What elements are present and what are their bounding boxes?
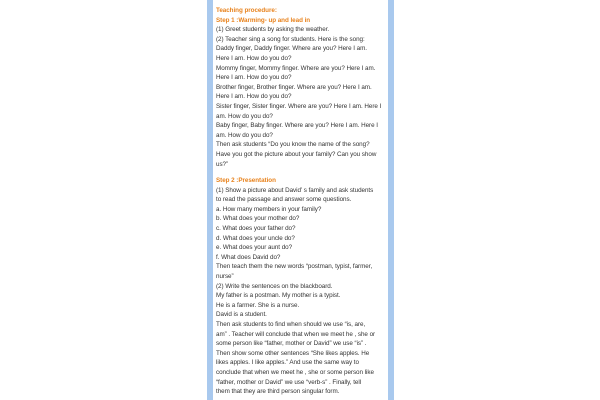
- step2-line: d. What does your uncle do?: [216, 234, 295, 242]
- step2-line: David is a student.: [216, 311, 267, 319]
- step2-line: c. What does your father do?: [216, 225, 296, 233]
- step2-line: Then show some other sentences “She likes apples. He: [216, 349, 370, 357]
- step1-heading: Step 1 :Warming- up and lead in: [216, 16, 311, 24]
- step2-line: e. What does your aunt do?: [216, 244, 293, 252]
- step2-line: Then teach them the new words “postman, typist, farmer,: [216, 263, 373, 271]
- step2-line: a. How many members in your family?: [216, 205, 322, 213]
- step1-line: am. How do you do?: [216, 112, 273, 120]
- step2-line: to read the passage and answer some questions.: [216, 196, 352, 204]
- step1-line: Daddy finger, Daddy finger. Where are you? Here I am.: [216, 45, 368, 53]
- step1-line: Here I am. How do you do?: [216, 93, 292, 101]
- step2-line: (1) Show a picture about David’ s family and ask students: [216, 186, 374, 194]
- step1-line: Mommy finger, Mommy finger. Where are you? Here I am.: [216, 64, 376, 72]
- right-side-bar: [388, 0, 394, 400]
- step2-line: likes apples. I like apples.” And use the same way to: [216, 359, 359, 367]
- step2-line: conclude that when we meet he , she or some person like: [216, 368, 374, 376]
- procedure-title: Teaching procedure:: [216, 7, 277, 14]
- step1-line: am. How do you do?: [216, 131, 273, 139]
- step2-line: He is a farmer. She is a nurse.: [216, 301, 300, 309]
- step1-line: us?”: [216, 160, 229, 168]
- step1-line: Have you got the picture about your family? Can you show: [216, 150, 377, 158]
- step1-line: Baby finger, Baby finger. Where are you? Here I am. Here I: [216, 122, 378, 130]
- step1-line: (2) Teacher sing a song for students. Here is the song:: [216, 35, 365, 43]
- step2-line: My father is a postman. My mother is a typist.: [216, 292, 341, 300]
- step2-heading: Step 2 :Presentation: [216, 177, 276, 185]
- step2-line: nurse”: [216, 273, 234, 281]
- step1-line: Here I am. How do you do?: [216, 74, 292, 82]
- step2-line: “father, mother or David” we use “verb-s” . Finally, tell: [216, 378, 362, 386]
- step1-line: (1) Greet students by asking the weather.: [216, 26, 330, 34]
- step2-line: b. What does your mother do?: [216, 215, 300, 223]
- lesson-text: [216, 6, 386, 397]
- document-page: [213, 0, 388, 400]
- step1-line: Here I am. How do you do?: [216, 54, 292, 62]
- section-gap: [216, 169, 386, 176]
- step2-line: (2) Write the sentences on the blackboard.: [216, 282, 333, 290]
- step1-line: Then ask students “Do you know the name of the song?: [216, 141, 370, 149]
- step2-line: am” . Teacher will conclude that when we meet he , she or: [216, 330, 376, 338]
- step2-line: some person like “father, mother or David” we use “is” .: [216, 340, 367, 348]
- step1-line: Brother finger, Brother finger. Where are you? Here I am.: [216, 83, 372, 91]
- step2-line: them that they are third person singular form.: [216, 388, 340, 396]
- step2-line: f. What does David do?: [216, 253, 281, 261]
- step2-line: Then ask students to find when should we use “is, are,: [216, 321, 366, 328]
- step1-line: Sister finger, Sister finger. Where are you? Here I am. Here I: [216, 102, 382, 110]
